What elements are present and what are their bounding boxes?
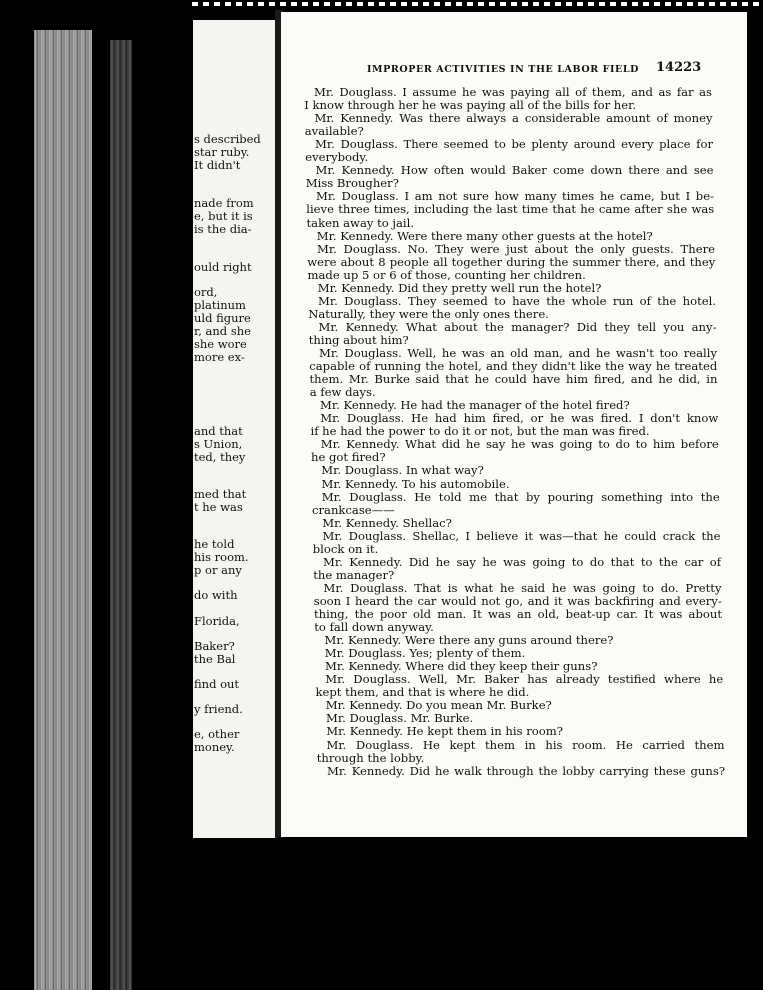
testimony-line: Mr. Kennedy. He kept them in his room?	[326, 724, 563, 739]
testimony-line: Mr. Kennedy. Were there many other guests at the hotel?	[316, 228, 653, 243]
testimony-line: Mr. Douglass. He told me that by pouring something into the	[321, 489, 720, 504]
testimony-line: available?	[304, 124, 364, 139]
left-page-line: Florida,	[194, 614, 240, 628]
testimony-line: Mr. Douglass. I am not sure how many times he came, but I be-	[316, 189, 714, 204]
testimony-line: Mr. Douglass. He kept them in his room. He carried them	[326, 737, 725, 752]
testimony-line: Naturally, they were the only ones there.	[308, 306, 549, 321]
testimony-line: Mr. Douglass. There seemed to be plenty around every place for	[315, 137, 713, 152]
testimony-line: he got fired?	[311, 450, 386, 465]
testimony-line: soon I heard the car would not go, and it was backfiring and every-	[313, 593, 722, 608]
testimony-line: capable of running the hotel, and they didn't like the way he treated	[309, 359, 718, 374]
testimony-line: Mr. Kennedy. Shellac?	[322, 515, 452, 530]
testimony-line: Mr. Douglass. Yes; plenty of them.	[324, 646, 526, 661]
left-page-line: ould right	[194, 260, 252, 274]
scan-artifact-stripe-dark	[110, 40, 132, 990]
left-page-line: p or any	[194, 563, 242, 577]
left-page-line: the Bal	[194, 652, 236, 666]
testimony-line: Mr. Douglass. In what way?	[321, 463, 484, 478]
left-page-line: e, but it is	[194, 209, 253, 223]
testimony-line: Mr. Kennedy. Did he say he was going to do that to the car of	[323, 554, 721, 569]
testimony-line: Mr. Kennedy. Was there always a considerable amount of money	[314, 111, 713, 126]
testimony-line: Mr. Kennedy. Were there any guns around there?	[324, 633, 614, 648]
testimony-line: I know through her he was paying all of the bills for her.	[304, 98, 637, 113]
testimony-line: made up 5 or 6 of those, counting her children.	[307, 267, 586, 282]
left-page-line: Baker?	[194, 639, 235, 653]
page-number: 14223	[656, 60, 702, 75]
testimony-line: Mr. Douglass. They seemed to have the whole run of the hotel.	[318, 293, 716, 308]
testimony-line: Mr. Douglass. He had him fired, or he was fired. I don't know	[320, 411, 719, 426]
left-page-line: s described	[194, 132, 261, 146]
testimony-line: Mr. Kennedy. He had the manager of the hotel fired?	[320, 398, 630, 413]
testimony-line: Mr. Kennedy. How often would Baker come down there and see	[315, 163, 714, 178]
testimony-line: Mr. Douglass. Well, he was an old man, and he wasn't too really	[319, 346, 717, 360]
testimony-line: crankcase——	[312, 502, 395, 517]
testimony-line: Mr. Douglass. No. They were just about the only guests. There	[317, 241, 715, 256]
left-page-line: uld figure	[194, 311, 251, 325]
left-page-line: platinum	[194, 298, 246, 312]
testimony-line: to fall down anyway.	[314, 620, 434, 635]
testimony-line: Miss Brougher?	[305, 176, 399, 191]
testimony-line: Mr. Kennedy. What did he say he was going to do to him before	[320, 437, 719, 452]
left-page-line: and that	[194, 424, 243, 438]
testimony-line: Mr. Douglass. Shellac, I believe it was—that he could crack the	[322, 528, 721, 543]
testimony-line: lieve three times, including the last time that he came after she was	[306, 202, 715, 217]
left-page-line: e, other	[194, 727, 240, 741]
left-page-line: she wore	[194, 337, 247, 351]
left-page-line: s Union,	[194, 437, 243, 451]
testimony-line: thing about him?	[308, 332, 409, 347]
testimony-line: Mr. Kennedy. Did he walk through the lobby carrying these guns?	[327, 763, 725, 778]
left-page-line: his room.	[194, 550, 249, 564]
left-page-line: find out	[194, 677, 240, 691]
left-page-line: star ruby.	[194, 145, 250, 159]
testimony-line: Mr. Douglass. I assume he was paying all of them, and as far as	[314, 85, 712, 99]
scan-bottom-margin	[205, 838, 763, 990]
testimony-line: Mr. Kennedy. To his automobile.	[321, 476, 510, 491]
testimony-line: if he had the power to do it or not, but the man was fired.	[310, 424, 650, 439]
testimony-line: Mr. Kennedy. Where did they keep their guns?	[325, 659, 598, 674]
scan-top-border	[192, 2, 763, 6]
left-page-line: he told	[194, 537, 235, 551]
testimony-line: were about 8 people all together during the summer there, and they	[307, 254, 716, 269]
left-page-line: y friend.	[194, 702, 243, 716]
testimony-line: them. Mr. Burke said that he could have him fired, and he did, in	[309, 372, 718, 387]
left-page-line: money.	[194, 740, 235, 754]
left-page-line: ted, they	[194, 450, 246, 464]
testimony-line: everybody.	[305, 150, 369, 165]
testimony-line: Mr. Douglass. That is what he said he was going to do. Pretty	[323, 580, 722, 595]
testimony-line: taken away to jail.	[306, 215, 415, 230]
running-header: IMPROPER ACTIVITIES IN THE LABOR FIELD	[367, 64, 639, 75]
testimony-line: Mr. Douglass. Mr. Burke.	[326, 711, 474, 726]
left-page-line: It didn't	[194, 158, 241, 172]
testimony-line: a few days.	[309, 385, 376, 400]
testimony-line: thing, the poor old man. It was an old, beat-up car. It was about	[314, 607, 722, 621]
left-page-line: nade from	[194, 196, 254, 210]
testimony-line: kept them, and that is where he did.	[315, 685, 530, 700]
testimony-line: Mr. Douglass. Well, Mr. Baker has already testified where he	[325, 672, 724, 687]
left-page-line: more ex-	[194, 350, 245, 364]
left-page-fragment	[193, 20, 275, 838]
left-page-line: ord,	[194, 285, 218, 299]
left-page-line: med that	[194, 487, 247, 501]
left-page-line: do with	[194, 588, 238, 602]
left-page-line: r, and she	[194, 324, 251, 338]
testimony-line: Mr. Kennedy. Do you mean Mr. Burke?	[325, 698, 552, 713]
testimony-line: the manager?	[313, 567, 395, 582]
testimony-line: block on it.	[312, 541, 379, 556]
left-page-line: is the dia-	[194, 222, 252, 236]
testimony-line: Mr. Kennedy. What about the manager? Did they tell you any-	[318, 319, 717, 334]
scan-artifact-stripe	[34, 30, 92, 990]
left-page-line: t he was	[194, 500, 243, 514]
testimony-line: through the lobby.	[316, 750, 425, 765]
testimony-line: Mr. Kennedy. Did they pretty well run the hotel?	[317, 280, 602, 295]
